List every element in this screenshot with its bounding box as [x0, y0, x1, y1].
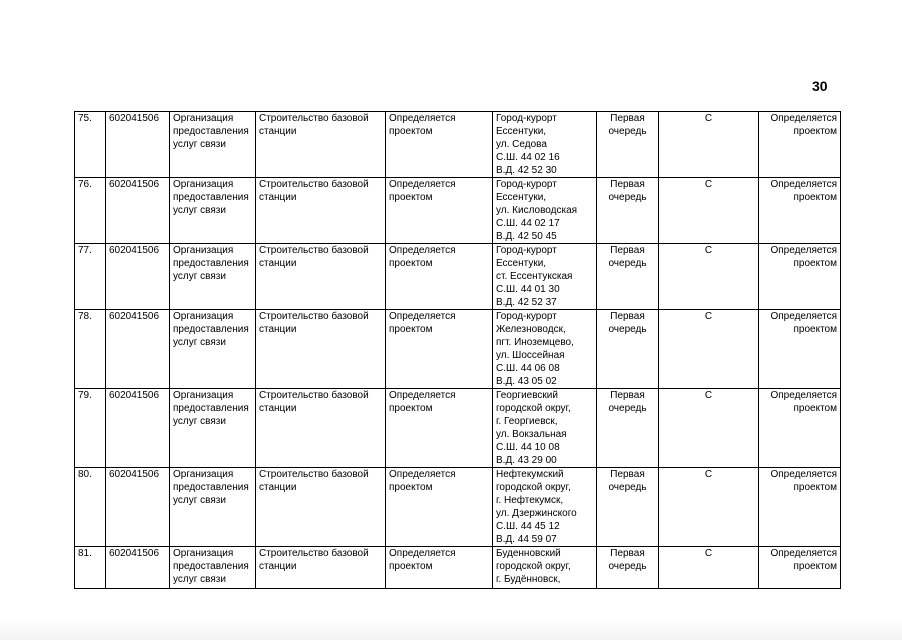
cell-characteristics	[386, 112, 493, 178]
cell-queue	[597, 547, 659, 589]
cell-protection-zone-line: Определяется	[770, 548, 837, 559]
cell-zone-mark: С	[659, 178, 759, 244]
cell-location-line: С.Ш. 44 45 12	[496, 521, 560, 532]
cell-queue-line: очередь	[608, 324, 647, 335]
cell-protection-zone-line: Определяется	[770, 390, 837, 401]
cell-location	[493, 547, 597, 589]
cell-location	[493, 310, 597, 389]
cell-location-line: ул. Седова	[496, 139, 547, 150]
cell-location	[493, 112, 597, 178]
cell-characteristics-line: проектом	[389, 324, 433, 335]
cell-protection-zone	[759, 389, 841, 468]
cell-location-line: г. Нефтекумск,	[496, 495, 564, 506]
cell-object-name-line: станции	[259, 126, 297, 137]
cell-protection-zone-line: Определяется	[770, 113, 837, 124]
table-body	[75, 112, 841, 589]
cell-queue-line: очередь	[608, 258, 647, 269]
cell-code: 602041506	[106, 389, 170, 468]
cell-number: 79.	[75, 389, 106, 468]
cell-object-name-line: станции	[259, 482, 297, 493]
cell-queue-line: Первая	[610, 113, 645, 124]
cell-protection-zone-line: проектом	[793, 324, 837, 335]
cell-characteristics-line: Определяется	[389, 469, 456, 480]
cell-characteristics-line: Определяется	[389, 245, 456, 256]
cell-object-name	[256, 310, 386, 389]
cell-object-name-line: станции	[259, 192, 297, 203]
cell-code: 602041506	[106, 244, 170, 310]
cell-characteristics-line: проектом	[389, 258, 433, 269]
cell-purpose	[170, 310, 256, 389]
cell-number: 76.	[75, 178, 106, 244]
cell-characteristics-line: Определяется	[389, 390, 456, 401]
cell-queue-line: очередь	[608, 561, 647, 572]
cell-location	[493, 468, 597, 547]
cell-location-line: С.Ш. 44 01 30	[496, 284, 560, 295]
cell-purpose-line: предоставления	[173, 324, 249, 335]
cell-characteristics-line: проектом	[389, 126, 433, 137]
cell-queue	[597, 310, 659, 389]
cell-queue	[597, 244, 659, 310]
cell-purpose-line: Организация	[173, 311, 234, 322]
cell-characteristics-line: Определяется	[389, 311, 456, 322]
cell-protection-zone	[759, 310, 841, 389]
cell-object-name	[256, 389, 386, 468]
cell-characteristics	[386, 244, 493, 310]
cell-protection-zone-line: проектом	[793, 482, 837, 493]
cell-queue-line: Первая	[610, 311, 645, 322]
cell-purpose-line: услуг связи	[173, 139, 226, 150]
cell-location-line: С.Ш. 44 02 16	[496, 152, 560, 163]
cell-purpose-line: предоставления	[173, 561, 249, 572]
cell-object-name-line: станции	[259, 258, 297, 269]
cell-protection-zone	[759, 178, 841, 244]
cell-queue-line: очередь	[608, 126, 647, 137]
cell-characteristics-line: Определяется	[389, 548, 456, 559]
cell-purpose-line: Организация	[173, 179, 234, 190]
cell-location-line: Город-курорт	[496, 311, 557, 322]
cell-location-line: С.Ш. 44 02 17	[496, 218, 560, 229]
cell-object-name-line: Строительство базовой	[259, 548, 369, 559]
table-row	[75, 389, 841, 468]
cell-object-name-line: станции	[259, 324, 297, 335]
cell-queue-line: Первая	[610, 469, 645, 480]
cell-queue-line: очередь	[608, 482, 647, 493]
cell-number: 75.	[75, 112, 106, 178]
cell-number: 77.	[75, 244, 106, 310]
cell-purpose-line: Организация	[173, 548, 234, 559]
cell-purpose-line: Организация	[173, 245, 234, 256]
cell-purpose-line: Организация	[173, 469, 234, 480]
cell-location-line: пгт. Иноземцево,	[496, 337, 574, 348]
cell-characteristics	[386, 389, 493, 468]
table-row	[75, 178, 841, 244]
table-row	[75, 547, 841, 589]
cell-characteristics-line: проектом	[389, 561, 433, 572]
cell-characteristics-line: проектом	[389, 403, 433, 414]
cell-object-name-line: станции	[259, 403, 297, 414]
cell-protection-zone	[759, 468, 841, 547]
cell-code: 602041506	[106, 112, 170, 178]
cell-location-line: Ессентуки,	[496, 258, 547, 269]
cell-number: 80.	[75, 468, 106, 547]
cell-location-line: городской округ,	[496, 561, 571, 572]
cell-code: 602041506	[106, 310, 170, 389]
cell-location-line: ул. Шоссейная	[496, 350, 565, 361]
cell-location-line: Ессентуки,	[496, 126, 547, 137]
cell-protection-zone-line: проектом	[793, 258, 837, 269]
cell-queue-line: Первая	[610, 179, 645, 190]
cell-location-line: Ессентуки,	[496, 192, 547, 203]
cell-protection-zone	[759, 244, 841, 310]
cell-code: 602041506	[106, 547, 170, 589]
cell-purpose-line: предоставления	[173, 403, 249, 414]
table-row	[75, 468, 841, 547]
cell-protection-zone-line: Определяется	[770, 469, 837, 480]
cell-location	[493, 389, 597, 468]
cell-zone-mark: С	[659, 547, 759, 589]
cell-object-name-line: Строительство базовой	[259, 390, 369, 401]
cell-characteristics-line: проектом	[389, 192, 433, 203]
cell-object-name-line: Строительство базовой	[259, 179, 369, 190]
cell-object-name	[256, 547, 386, 589]
cell-location-line: В.Д. 42 52 37	[496, 297, 557, 308]
cell-purpose-line: услуг связи	[173, 205, 226, 216]
cell-characteristics	[386, 310, 493, 389]
cell-protection-zone-line: проектом	[793, 403, 837, 414]
cell-location-line: Железноводск,	[496, 324, 566, 335]
cell-number: 78.	[75, 310, 106, 389]
cell-queue	[597, 112, 659, 178]
cell-zone-mark: С	[659, 310, 759, 389]
cell-location	[493, 178, 597, 244]
cell-location	[493, 244, 597, 310]
cell-protection-zone-line: проектом	[793, 126, 837, 137]
scan-bottom-edge	[0, 620, 902, 640]
cell-protection-zone-line: Определяется	[770, 179, 837, 190]
cell-location-line: г. Будённовск,	[496, 574, 561, 585]
cell-location-line: городской округ,	[496, 403, 571, 414]
cell-location-line: С.Ш. 44 06 08	[496, 363, 560, 374]
cell-queue-line: Первая	[610, 548, 645, 559]
cell-location-line: В.Д. 42 50 45	[496, 231, 557, 242]
cell-location-line: Город-курорт	[496, 245, 557, 256]
cell-object-name-line: Строительство базовой	[259, 311, 369, 322]
cell-location-line: ул. Вокзальная	[496, 429, 567, 440]
cell-code: 602041506	[106, 468, 170, 547]
cell-queue	[597, 178, 659, 244]
cell-purpose	[170, 468, 256, 547]
cell-location-line: ул. Кисловодская	[496, 205, 578, 216]
cell-protection-zone-line: проектом	[793, 192, 837, 203]
cell-characteristics-line: проектом	[389, 482, 433, 493]
cell-object-name	[256, 178, 386, 244]
cell-object-name-line: станции	[259, 561, 297, 572]
cell-protection-zone-line: Определяется	[770, 245, 837, 256]
cell-purpose-line: услуг связи	[173, 495, 226, 506]
cell-purpose	[170, 389, 256, 468]
cell-purpose	[170, 244, 256, 310]
cell-purpose	[170, 112, 256, 178]
cell-zone-mark: С	[659, 468, 759, 547]
cell-protection-zone-line: Определяется	[770, 311, 837, 322]
cell-protection-zone	[759, 547, 841, 589]
cell-purpose	[170, 178, 256, 244]
cell-queue-line: Первая	[610, 390, 645, 401]
cell-location-line: В.Д. 42 52 30	[496, 165, 557, 176]
table-row	[75, 112, 841, 178]
cell-purpose-line: услуг связи	[173, 337, 226, 348]
cell-object-name	[256, 244, 386, 310]
cell-characteristics-line: Определяется	[389, 179, 456, 190]
cell-purpose-line: предоставления	[173, 482, 249, 493]
cell-zone-mark: С	[659, 112, 759, 178]
cell-location-line: В.Д. 43 29 00	[496, 455, 557, 466]
cell-object-name-line: Строительство базовой	[259, 113, 369, 124]
cell-location-line: Город-курорт	[496, 179, 557, 190]
cell-location-line: городской округ,	[496, 482, 571, 493]
cell-purpose-line: предоставления	[173, 126, 249, 137]
table-row	[75, 310, 841, 389]
cell-location-line: В.Д. 44 59 07	[496, 534, 557, 545]
cell-location-line: г. Георгиевск,	[496, 416, 558, 427]
cell-queue-line: очередь	[608, 403, 647, 414]
cell-location-line: С.Ш. 44 10 08	[496, 442, 560, 453]
cell-purpose-line: предоставления	[173, 258, 249, 269]
cell-purpose-line: услуг связи	[173, 271, 226, 282]
cell-location-line: ст. Ессентукская	[496, 271, 573, 282]
cell-queue	[597, 468, 659, 547]
cell-purpose-line: предоставления	[173, 192, 249, 203]
cell-location-line: Буденновский	[496, 548, 561, 559]
cell-characteristics	[386, 547, 493, 589]
cell-number: 81.	[75, 547, 106, 589]
cell-location-line: ул. Дзержинского	[496, 508, 577, 519]
cell-object-name-line: Строительство базовой	[259, 245, 369, 256]
cell-purpose-line: услуг связи	[173, 416, 226, 427]
cell-queue-line: Первая	[610, 245, 645, 256]
cell-object-name	[256, 112, 386, 178]
cell-zone-mark: С	[659, 244, 759, 310]
cell-code: 602041506	[106, 178, 170, 244]
cell-location-line: Нефтекумский	[496, 469, 564, 480]
cell-object-name-line: Строительство базовой	[259, 469, 369, 480]
cell-protection-zone-line: проектом	[793, 561, 837, 572]
cell-queue	[597, 389, 659, 468]
cell-characteristics	[386, 178, 493, 244]
cell-purpose	[170, 547, 256, 589]
cell-location-line: Город-курорт	[496, 113, 557, 124]
cell-location-line: В.Д. 43 05 02	[496, 376, 557, 387]
cell-zone-mark: С	[659, 389, 759, 468]
objects-table	[74, 111, 841, 589]
cell-location-line: Георгиевский	[496, 390, 558, 401]
cell-object-name	[256, 468, 386, 547]
cell-purpose-line: услуг связи	[173, 574, 226, 585]
cell-characteristics-line: Определяется	[389, 113, 456, 124]
cell-queue-line: очередь	[608, 192, 647, 203]
cell-characteristics	[386, 468, 493, 547]
page-number: 30	[812, 78, 828, 94]
table-row	[75, 244, 841, 310]
cell-protection-zone	[759, 112, 841, 178]
cell-purpose-line: Организация	[173, 113, 234, 124]
cell-purpose-line: Организация	[173, 390, 234, 401]
